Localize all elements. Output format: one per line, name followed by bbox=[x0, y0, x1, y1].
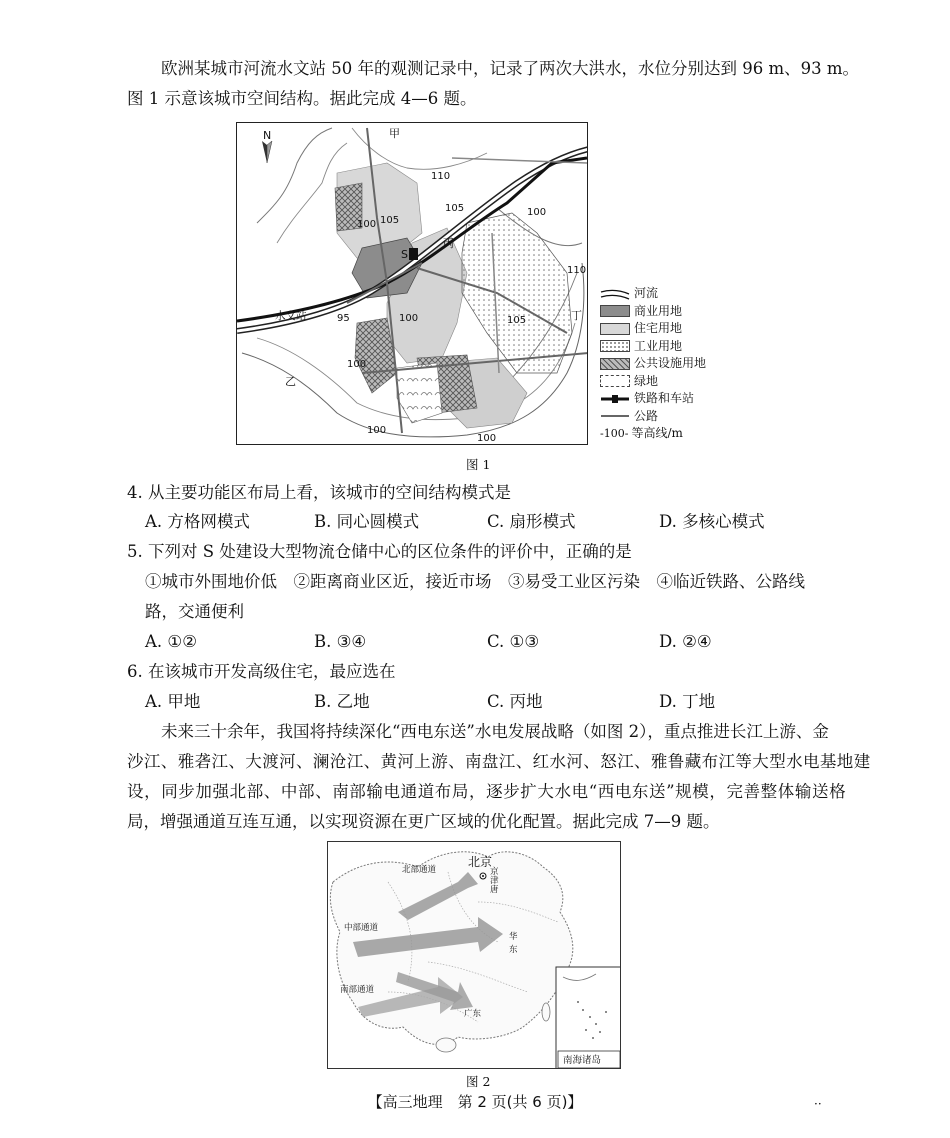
greenland-swatch bbox=[600, 375, 630, 387]
railway-icon bbox=[600, 393, 630, 405]
label-bing: 丙 bbox=[443, 237, 454, 250]
question-6-stem: 6. 在该城市开发高级住宅，最应选在 bbox=[127, 662, 396, 681]
q6-option-a[interactable]: A. 甲地 bbox=[145, 692, 201, 711]
label-huadong-2: 东 bbox=[509, 945, 518, 955]
label-jia: 甲 bbox=[389, 127, 400, 140]
contour-label: 105 bbox=[507, 315, 527, 326]
q5-option-d[interactable]: D. ②④ bbox=[659, 632, 712, 651]
label-s: S bbox=[401, 248, 408, 261]
contour-label: 100 bbox=[527, 207, 547, 218]
contour-label: 110 bbox=[431, 171, 451, 182]
residential-swatch bbox=[600, 323, 630, 335]
contour-label: 110 bbox=[567, 265, 587, 276]
legend-contour: -100- 等高线/m bbox=[600, 425, 740, 443]
contour-label: 105 bbox=[445, 203, 465, 214]
figure-2-caption: 图 2 bbox=[466, 1074, 491, 1089]
contour-icon: -100- bbox=[600, 427, 629, 440]
label-yi: 乙 bbox=[285, 375, 296, 388]
legend-residential: 住宅用地 bbox=[600, 320, 740, 338]
label-ding: 丁 bbox=[571, 309, 582, 322]
q4-option-d[interactable]: D. 多核心模式 bbox=[659, 512, 765, 531]
river-icon bbox=[600, 288, 630, 300]
road-icon bbox=[600, 410, 630, 422]
north-arrow-icon bbox=[262, 141, 267, 163]
figure-2-china-power-map bbox=[327, 841, 621, 1069]
label-tang: 唐 bbox=[490, 885, 499, 895]
industrial-area bbox=[462, 213, 572, 373]
question-5-stem: 5. 下列对 S 处建设大型物流仓储中心的区位条件的评价中，正确的是 bbox=[127, 542, 632, 561]
china-map-svg bbox=[328, 842, 621, 1069]
q4-option-c[interactable]: C. 扇形模式 bbox=[487, 512, 576, 531]
legend-public-facility: 公共设施用地 bbox=[600, 355, 740, 373]
figure-1-caption: 图 1 bbox=[466, 457, 491, 472]
intro-line-1: 欧洲某城市河流水文站 50 年的观测记录中，记录了两次大洪水，水位分别达到 96 m、93 m。 bbox=[161, 59, 860, 78]
contour-label: 100 bbox=[399, 313, 419, 324]
q5-option-c[interactable]: C. ①③ bbox=[487, 632, 540, 651]
contour-label: 100 bbox=[347, 359, 367, 370]
label-south-china-sea-islands: 南海诸岛 bbox=[563, 1055, 602, 1066]
q6-option-d[interactable]: D. 丁地 bbox=[659, 692, 716, 711]
label-beijing: 北京 bbox=[468, 855, 493, 869]
page-footer: 【高三地理 第 2 页(共 6 页)】 bbox=[367, 1093, 583, 1111]
intro2-line-1: 未来三十余年，我国将持续深化“西电东送”水电发展战略（如图 2），重点推进长江上游、金 bbox=[161, 722, 829, 741]
intro-line-2: 图 1 示意该城市空间结构。据此完成 4—6 题。 bbox=[127, 89, 477, 108]
label-jing: 京 bbox=[490, 867, 499, 877]
q5-option-b[interactable]: B. ③④ bbox=[314, 632, 367, 651]
intro2-line-3: 设，同步加强北部、中部、南部输电通道布局，逐步扩大水电“西电东送”规模，完善整体输送格 bbox=[127, 782, 847, 801]
q6-option-c[interactable]: C. 丙地 bbox=[487, 692, 543, 711]
public-facility-swatch bbox=[600, 358, 630, 370]
contour-line bbox=[352, 128, 487, 169]
label-jin: 津 bbox=[490, 876, 499, 886]
contour-line bbox=[257, 128, 332, 223]
label-south-channel: 南部通道 bbox=[340, 985, 375, 995]
legend-river: 河流 bbox=[600, 285, 740, 303]
intro2-line-2: 沙江、雅砻江、大渡河、澜沧江、黄河上游、南盘江、红水河、怒江、雅鲁藏布江等大型水电基地建 bbox=[127, 752, 871, 771]
legend-commercial: 商业用地 bbox=[600, 303, 740, 321]
industrial-swatch bbox=[600, 340, 630, 352]
intro2-line-4: 局，增强通道互连互通，以实现资源在更广区域的优化配置。据此完成 7—9 题。 bbox=[127, 812, 720, 831]
commercial-swatch bbox=[600, 305, 630, 317]
figure-1-city-map bbox=[236, 122, 588, 445]
q5-option-a[interactable]: A. ①② bbox=[145, 632, 197, 651]
legend-greenland: 绿地 bbox=[600, 373, 740, 391]
label-station: 水文站 bbox=[275, 310, 307, 322]
contour-label: 105 bbox=[380, 215, 400, 226]
q4-option-a[interactable]: A. 方格网模式 bbox=[145, 512, 250, 531]
corner-mark: ·· bbox=[814, 1097, 822, 1111]
q6-option-b[interactable]: B. 乙地 bbox=[314, 692, 370, 711]
legend-road: 公路 bbox=[600, 408, 740, 426]
city-map-svg bbox=[237, 123, 588, 445]
legend-railway: 铁路和车站 bbox=[600, 390, 740, 408]
legend-industrial: 工业用地 bbox=[600, 338, 740, 356]
label-middle-channel: 中部通道 bbox=[344, 923, 379, 933]
q5-statements-line-2: 路，交通便利 bbox=[145, 602, 244, 621]
label-huadong-1: 华 bbox=[509, 932, 518, 942]
north-label: N bbox=[263, 129, 272, 142]
figure-1-legend bbox=[600, 285, 740, 443]
greenland-area bbox=[397, 363, 442, 423]
contour-label: 100 bbox=[477, 433, 497, 444]
q4-option-b[interactable]: B. 同心圆模式 bbox=[314, 512, 420, 531]
contour-label: 95 bbox=[337, 313, 350, 324]
contour-label: 100 bbox=[367, 425, 387, 436]
contour-label: 100 bbox=[357, 219, 377, 230]
label-north-channel: 北部通道 bbox=[402, 865, 437, 875]
railway-station bbox=[409, 248, 418, 260]
q5-statements-line-1: ①城市外围地价低 ②距离商业区近，接近市场 ③易受工业区污染 ④临近铁路、公路线 bbox=[145, 572, 805, 591]
label-guangdong: 广东 bbox=[464, 1009, 482, 1019]
question-4-stem: 4. 从主要功能区布局上看，该城市的空间结构模式是 bbox=[127, 483, 511, 502]
